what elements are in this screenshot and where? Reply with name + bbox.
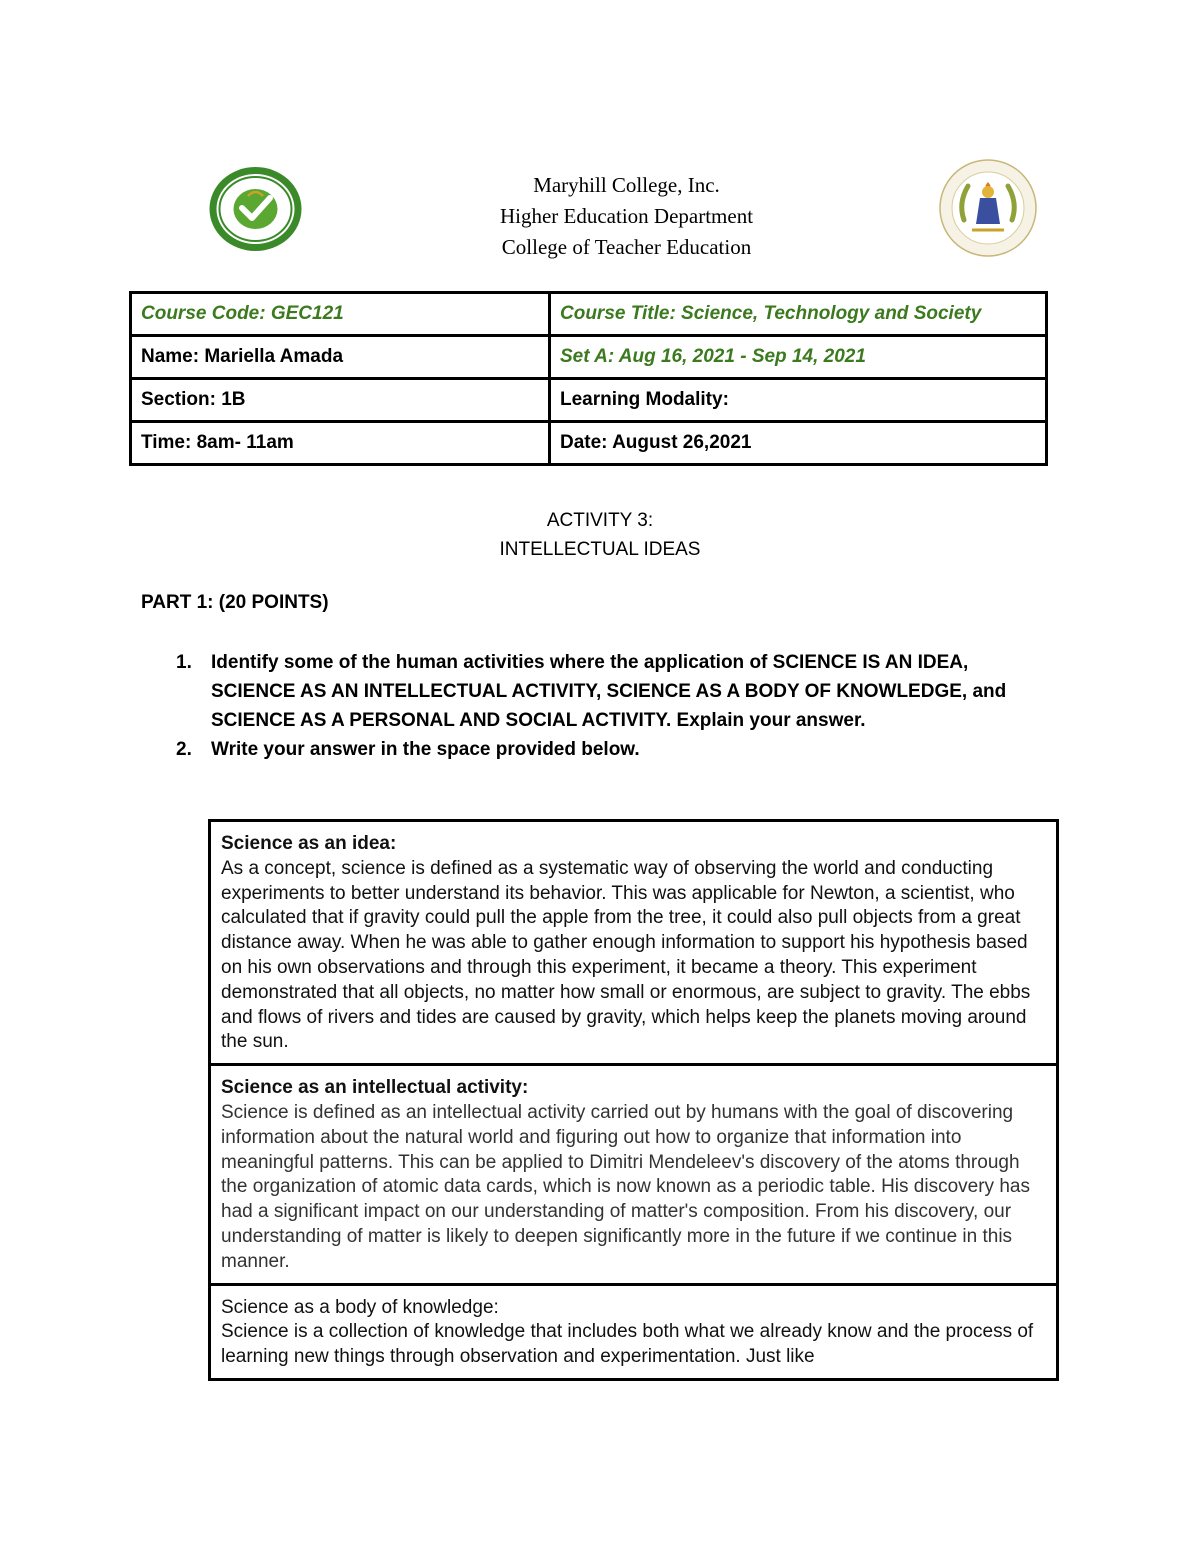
submission-date: Date: August 26,2021 — [550, 422, 1047, 465]
answer-heading: Science as an idea: — [221, 833, 397, 854]
activity-name: INTELLECTUAL IDEAS — [499, 539, 701, 560]
course-info-table — [129, 291, 1048, 466]
answer-cell-knowledge — [210, 1284, 1058, 1379]
answer-body: Science is a collection of knowledge that includes both what we already know and the process of learning new things through observation and experimentation. Just like — [221, 1321, 1034, 1368]
answer-heading: Science as a body of knowledge: — [221, 1296, 499, 1318]
class-time: Time: 8am- 11am — [131, 422, 550, 465]
answer-body: As a concept, science is defined as a systematic way of observing the world and conducting experiments to better understand its behavior. This was applicable for Newton, a scientist, who calculated that if gravity could pull the apple from the tree, it could also pull objects from a great distance away. When he was able to gather enough information to support his hypothesis based on his own observations and through this experiment, it became a theory. This experiment demonstrated that all objects, no matter how small or enormous, are subject to gravity. The ebbs and flows of rivers and tides are caused by gravity, which helps keep the planets moving around the sun. — [221, 857, 1031, 1053]
instruction-item — [172, 648, 1032, 735]
college-name: Maryhill College, Inc. — [533, 173, 720, 197]
instructions-list — [172, 648, 1032, 764]
learning-modality: Learning Modality: — [550, 379, 1047, 422]
answer-cell-intellectual — [210, 1065, 1058, 1284]
instruction-text: Write your answer in the space provided below. — [211, 739, 640, 760]
instruction-number: 2. — [176, 739, 192, 760]
instruction-text: Identify some of the human activities where the application of SCIENCE IS AN IDEA, SCIENCE AS AN INTELLECTUAL ACTIVITY, SCIENCE AS A BODY OF KNOWLEDGE, and SCIENCE AS A PERSONAL AND SOCIAL ACTIVITY. Explain your answer. — [211, 652, 1007, 731]
document-header — [0, 170, 1200, 263]
activity-number: ACTIVITY 3: — [546, 510, 654, 531]
instruction-item — [172, 735, 1032, 764]
student-name: Name: Mariella Amada — [131, 336, 550, 379]
college-unit-name: College of Teacher Education — [501, 235, 752, 259]
activity-title — [0, 506, 1200, 564]
answers-table — [208, 819, 1059, 1381]
instruction-number: 1. — [176, 652, 192, 673]
answer-cell-idea — [210, 821, 1058, 1065]
course-code: Course Code: GEC121 — [131, 293, 550, 336]
part-heading: PART 1: (20 POINTS) — [141, 592, 329, 613]
answer-body: Science is defined as an intellectual activity carried out by humans with the goal of discovering information about the natural world and figuring out how to organize that information into meaningful patterns. This can be applied to Dimitri Mendeleev's discovery of the atoms through the organization of atomic data cards, which is now known as a periodic table. His discovery has had a significant impact on our understanding of matter's composition. From his discovery, our understanding of matter is likely to deepen significantly more in the future if we continue in this manner. — [221, 1101, 1030, 1272]
answer-heading: Science as an intellectual activity: — [221, 1077, 529, 1099]
department-name: Higher Education Department — [499, 204, 754, 228]
set-dates: Set A: Aug 16, 2021 - Sep 14, 2021 — [550, 336, 1047, 379]
section: Section: 1B — [131, 379, 550, 422]
course-title: Course Title: Science, Technology and Society — [550, 293, 1047, 336]
